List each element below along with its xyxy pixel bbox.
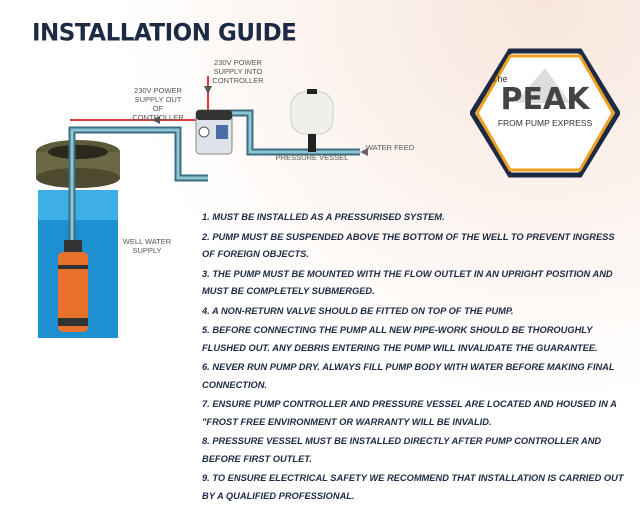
instruction-item xyxy=(202,433,627,468)
pressure-gauge-icon xyxy=(199,127,209,137)
instruction-item xyxy=(202,470,627,505)
instruction-item xyxy=(202,209,627,227)
pump-head xyxy=(64,240,82,252)
instruction-text: MUST BE INSTALLED AS A PRESSURISED SYSTEM. xyxy=(212,212,445,222)
power-in-arrow xyxy=(204,86,212,94)
instruction-item xyxy=(202,229,627,264)
pump-band-bottom xyxy=(58,318,88,326)
instruction-number: 8. xyxy=(202,436,210,446)
instruction-number: 3. xyxy=(202,268,210,279)
instruction-number: 4. xyxy=(202,305,210,316)
instruction-item xyxy=(202,359,627,394)
instruction-item xyxy=(202,303,627,321)
instruction-text: NEVER RUN PUMP DRY. ALWAYS FILL PUMP BODY WITH WATER BEFORE MAKING FINAL CONNECTION. xyxy=(202,362,615,390)
instruction-text: THE PUMP MUST BE MOUNTED WITH THE FLOW OUTLET IN AN UPRIGHT POSITION AND MUST BE COMPLETELY SUBMERGED. xyxy=(202,268,613,296)
well-base xyxy=(36,168,120,188)
instruction-text: A NON-RETURN VALVE SHOULD BE FITTED ON TOP OF THE PUMP. xyxy=(212,305,514,316)
page-title: INSTALLATION GUIDE xyxy=(32,19,297,47)
label-well-supply: WELL WATER SUPPLY xyxy=(122,237,172,255)
pump-band-top xyxy=(58,265,88,269)
instruction-item xyxy=(202,396,627,431)
instruction-text: PUMP MUST BE SUSPENDED ABOVE THE BOTTOM OF THE WELL TO PREVENT INGRESS OF FOREIGN OBJECTS. xyxy=(202,231,615,259)
pressure-vessel xyxy=(291,92,333,134)
logo-the: The xyxy=(492,74,508,84)
vessel-connector xyxy=(308,134,316,152)
instruction-number: 5. xyxy=(202,325,210,335)
logo-peak: PEAK xyxy=(500,82,590,117)
instruction-text: BEFORE CONNECTING THE PUMP ALL NEW PIPE-WORK SHOULD BE THOROUGHLY FLUSHED OUT. ANY DEBRIS ENTERING THE PUMP WILL INVALIDATE THE GUARANTEE. xyxy=(202,325,598,353)
instruction-number: 2. xyxy=(202,231,210,242)
instruction-number: 7. xyxy=(202,399,210,409)
label-water-feed: WATER FEED xyxy=(365,143,415,152)
controller-cap xyxy=(196,110,232,120)
well-water-surface xyxy=(38,190,118,220)
label-pressure-vessel: PRESSURE VESSEL xyxy=(275,153,349,162)
well-opening xyxy=(48,145,108,159)
controller-panel xyxy=(216,125,228,139)
instruction-item xyxy=(202,266,627,301)
instruction-item xyxy=(202,322,627,357)
label-power-in: 230V POWER SUPPLY INTO CONTROLLER xyxy=(212,58,264,85)
logo-subtitle: FROM PUMP EXPRESS xyxy=(497,118,593,128)
peak-logo xyxy=(470,48,620,178)
instruction-number: 1. xyxy=(202,212,210,222)
label-power-out: 230V POWER SUPPLY OUT OF CONTROLLER xyxy=(132,86,184,122)
instruction-list xyxy=(202,209,627,507)
instruction-text: ENSURE PUMP CONTROLLER AND PRESSURE VESSEL ARE LOCATED AND HOUSED IN A "FROST FREE ENVIRONMENT OR WARRANTY WILL BE INVALID. xyxy=(202,399,617,427)
instruction-number: 6. xyxy=(202,362,210,372)
instruction-text: PRESSURE VESSEL MUST BE INSTALLED DIRECTLY AFTER PUMP CONTROLLER AND BEFORE FIRST OUTLET. xyxy=(202,436,602,464)
instruction-number: 9. xyxy=(202,473,210,483)
instruction-text: TO ENSURE ELECTRICAL SAFETY WE RECOMMEND THAT INSTALLATION IS CARRIED OUT BY A QUALIFIED PROFESSIONAL. xyxy=(202,473,624,501)
vessel-valve xyxy=(307,89,317,94)
